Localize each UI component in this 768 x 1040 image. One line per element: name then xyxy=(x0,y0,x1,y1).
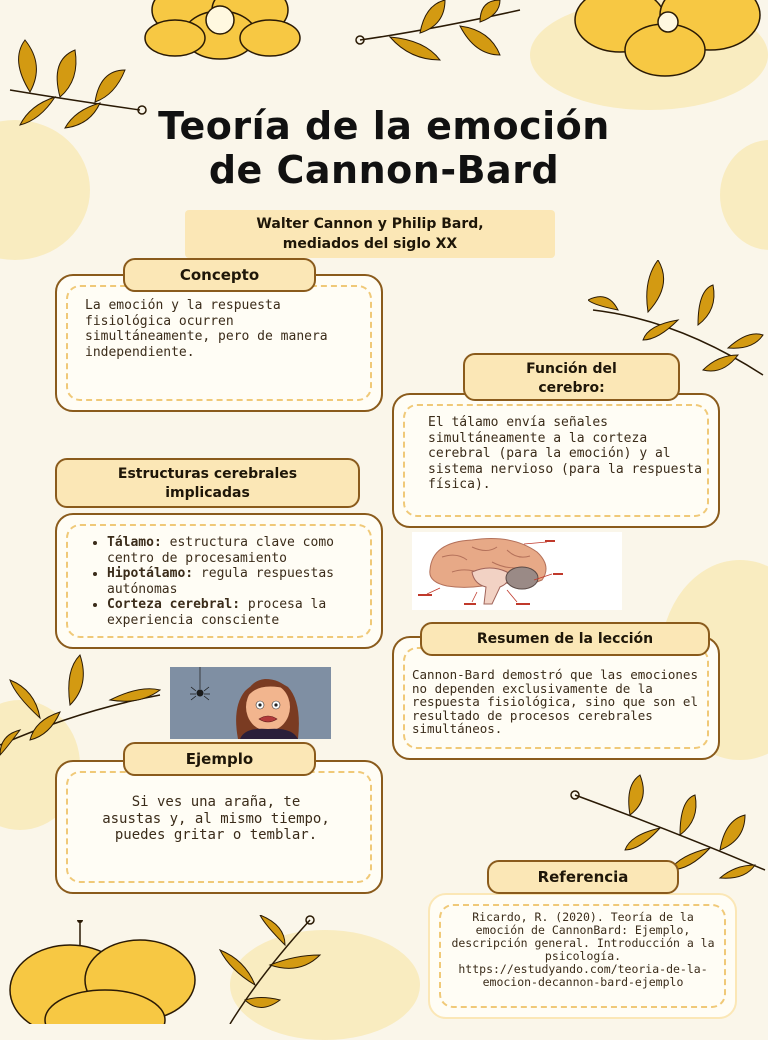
authors-line: mediados del siglo XX xyxy=(282,236,458,252)
flower-icon xyxy=(560,0,768,80)
flower-icon xyxy=(0,920,230,1024)
concepto-card xyxy=(55,274,383,412)
funcion-card xyxy=(392,393,720,528)
resumen-heading: Resumen de la lección xyxy=(420,622,710,656)
heading-line: cerebro: xyxy=(538,380,605,396)
concepto-text: La emoción y la respuesta fisiológica ocurren simultáneamente, pero de manera independiente. xyxy=(85,298,328,360)
list-item: • Corteza cerebral: procesa la experiencia consciente xyxy=(107,597,379,628)
leaf-branch-icon xyxy=(200,915,330,1024)
leaf-branch-icon xyxy=(350,0,530,90)
estructuras-heading xyxy=(55,458,360,508)
list-item: • Tálamo: estructura clave como centro de procesamiento xyxy=(107,535,379,566)
funcion-heading xyxy=(463,353,680,401)
title-line: de Cannon-Bard xyxy=(208,148,560,192)
referencia-card xyxy=(428,893,737,1019)
title-line: Teoría de la emoción xyxy=(158,104,610,148)
concepto-heading: Concepto xyxy=(123,258,316,292)
scared-woman-illustration xyxy=(170,667,331,739)
referencia-heading: Referencia xyxy=(487,860,679,894)
authors-line: Walter Cannon y Philip Bard, xyxy=(256,216,484,232)
brain-illustration xyxy=(412,532,622,610)
funcion-text: El tálamo envía señales simultáneamente a la corteza cerebral (para la emoción) y al sistema nervioso (para la respuesta física). xyxy=(428,415,702,492)
page-title xyxy=(0,104,768,192)
list-item: • Hipotálamo: regula respuestas autónomas xyxy=(107,566,379,597)
authors-banner xyxy=(185,210,555,258)
heading-line: Estructuras cerebrales xyxy=(117,466,298,482)
referencia-text: Ricardo, R. (2020). Teoría de la emoción de CannonBard: Ejemplo, descripción general. Introducción a la psicología. https://estudyando.com/teoria-de-la-emocion-decannon-bard-ejemplo xyxy=(451,910,715,989)
ejemplo-heading: Ejemplo xyxy=(123,742,316,776)
estructuras-list xyxy=(87,535,379,628)
estructuras-card xyxy=(55,513,383,649)
ejemplo-card xyxy=(55,760,383,894)
heading-line: Función del xyxy=(526,361,617,377)
ejemplo-text: Si ves una araña, te asustas y, al mismo tiempo, puedes gritar o temblar. xyxy=(102,794,330,843)
resumen-text: Cannon-Bard demostró que las emociones no dependen exclusivamente de la respuesta fisiológica, sino que son el resultado de procesos cerebrales simultáneos. xyxy=(412,667,698,736)
heading-line: implicadas xyxy=(165,485,250,501)
